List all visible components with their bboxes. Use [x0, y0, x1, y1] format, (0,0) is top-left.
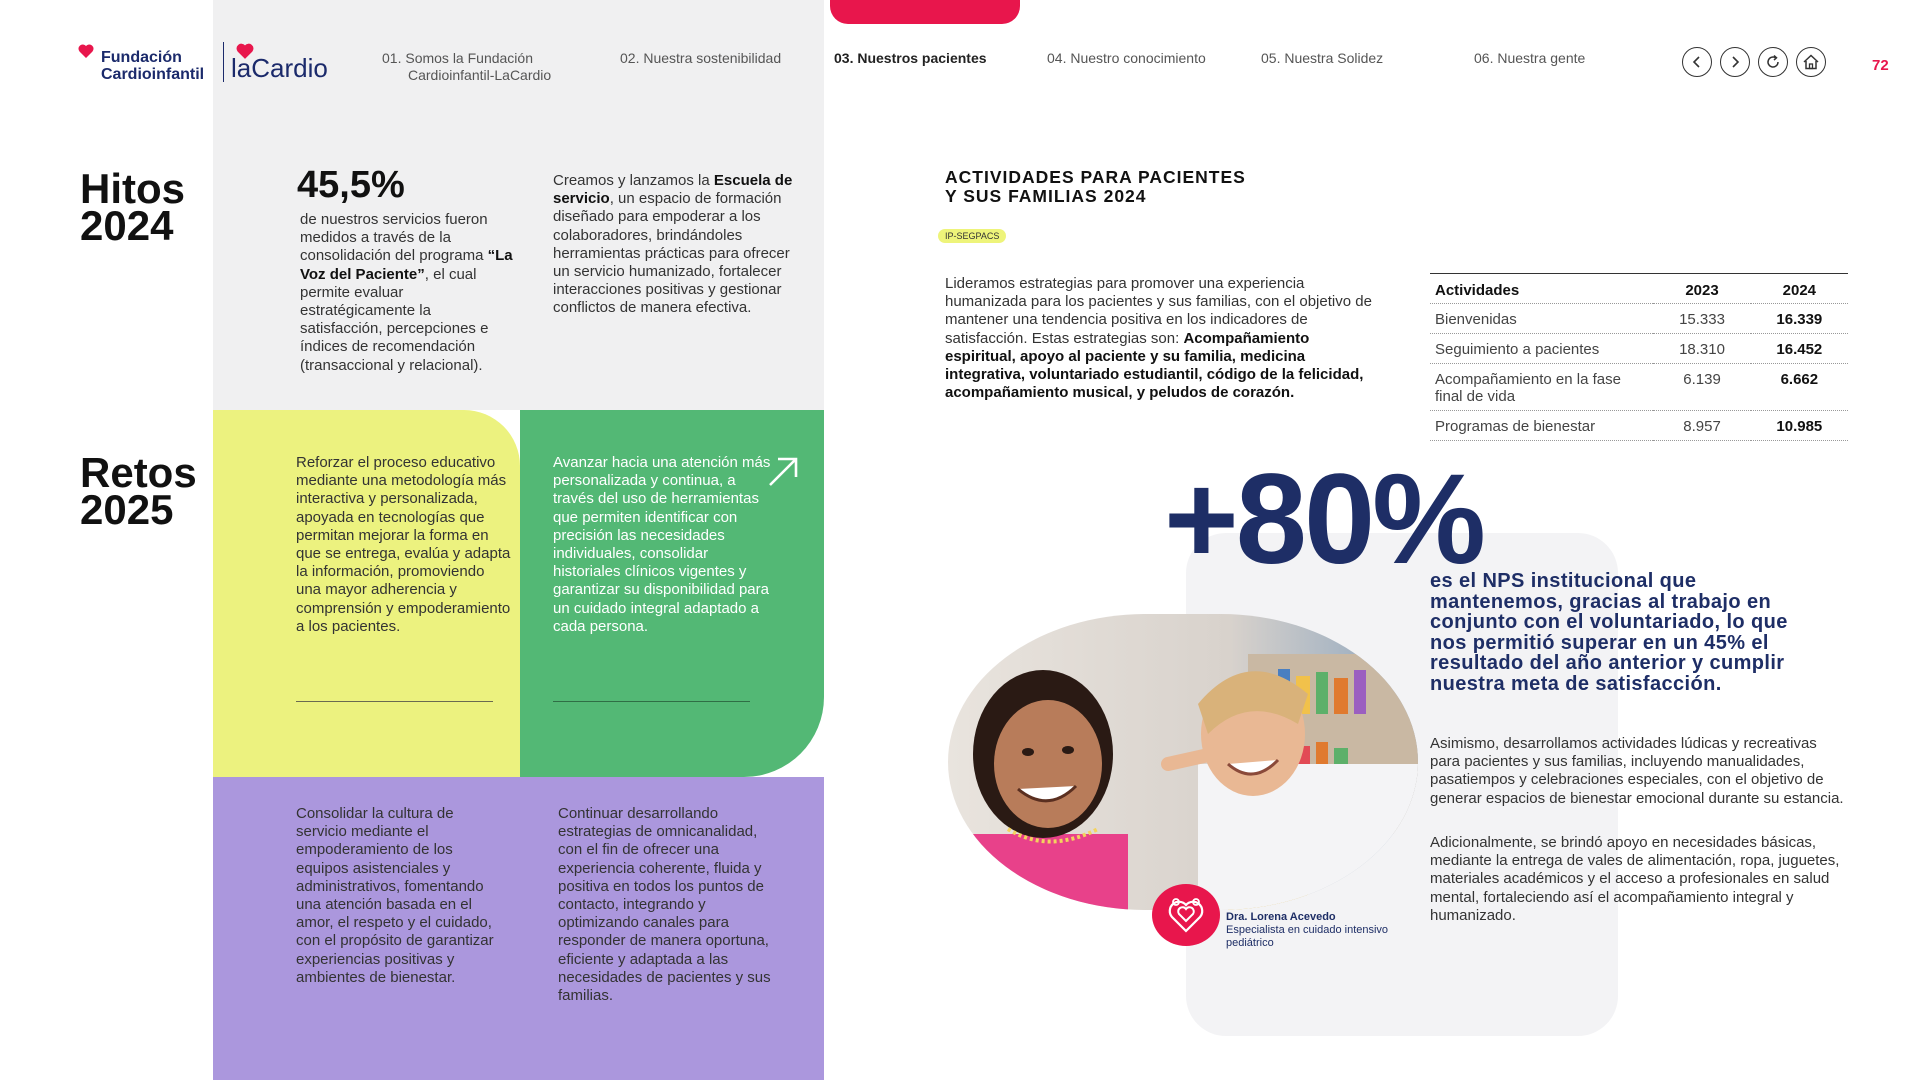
table-cell: 15.333	[1653, 304, 1750, 334]
heart-icon	[78, 44, 94, 58]
hitos-stat-value: 45,5%	[297, 164, 405, 206]
logo[interactable]	[78, 40, 328, 86]
table-header: Actividades	[1430, 274, 1653, 304]
indicator-code-badge: IP-SEGPACS	[938, 229, 1006, 243]
nav-item-gente[interactable]: 06. Nuestra gente	[1474, 50, 1586, 66]
basic-needs-paragraph: Adicionalmente, se brindó apoyo en necesidades básicas, mediante la entrega de vales de alimentación, ropa, juguetes, materiales académicos y el acceso a profesionales en salud mental, fortaleciendo así el acompañamiento integral y humanizado.	[1430, 834, 1840, 924]
table-cell: Programas de bienestar	[1430, 411, 1653, 441]
nav-item-solidez[interactable]: 05. Nuestra Solidez	[1261, 50, 1384, 66]
table-row	[1430, 411, 1848, 441]
nav-item-conocimiento[interactable]: 04. Nuestro conocimiento	[1047, 50, 1206, 66]
reto-text-4: Continuar desarrollando estrategias de omnicanalidad, con el fin de ofrecer una experiencia coherente, fluida y positiva en todos los puntos de contacto, integrando y optimizando canales para responder de manera oportuna, eficiente y adaptada a las necesidades de pacientes y sus familias.	[558, 805, 771, 1005]
patient-doctor-photo	[948, 614, 1418, 910]
reto-text-2: Avanzar hacia una atención más personalizada y continua, a través del uso de herramientas que permiten identificar con precisión las necesidades individuales, consolidar historiales clínicos vigentes y garantizar su disponibilidad para un cuidado integral adaptado a cada persona.	[553, 454, 771, 635]
recreational-activities-paragraph: Asimismo, desarrollamos actividades lúdicas y recreativas para pacientes y sus familias, incluyendo manualidades, pasatiempos y celebraciones especiales, con el objetivo de generar espacios de bienestar emocional durante su estancia.	[1430, 735, 1844, 807]
table-row	[1430, 304, 1848, 334]
table-row	[1430, 364, 1848, 411]
activities-intro: Lideramos estrategias para promover una experiencia humanizada para los pacientes y sus familias, con el objetivo de mantener una tendencia positiva en los indicadores de satisfacción. Estas estrategias son: Acompañamiento espiritual, apoyo al paciente y su familia, medicina integrativa, voluntariado estudiantil, código de la felicidad, acompañamiento musical, y peludos de corazón.	[945, 275, 1372, 402]
heart-family-badge	[1152, 884, 1220, 946]
logo-fundacion-text: Fundación Cardioinfantil	[101, 49, 205, 83]
nav-item-sostenibilidad[interactable]: 02. Nuestra sostenibilidad	[620, 50, 782, 66]
reto-divider-2	[553, 701, 750, 702]
table-cell: Bienvenidas	[1430, 304, 1653, 334]
page-number: 72	[1872, 57, 1889, 74]
nav-item-somos[interactable]: 01. Somos la Fundación Cardioinfantil-LaCardio	[382, 50, 552, 83]
chevron-right-icon	[1729, 56, 1741, 68]
retos-heading: Retos 2025	[80, 449, 197, 533]
nav-item-pacientes[interactable]: 03. Nuestros pacientes	[834, 50, 987, 66]
hitos-heading: Hitos 2024	[80, 165, 185, 249]
activities-title: ACTIVIDADES PARA PACIENTES Y SUS FAMILIAS 2024	[945, 167, 1246, 206]
table-header: 2024	[1751, 274, 1848, 304]
nps-description: es el NPS institucional que mantenemos, gracias al trabajo en conjunto con el voluntariado, lo que nos permitió superar en un 45% el resultado del año anterior y cumplir nuestra meta de satisfacción.	[1430, 570, 1788, 695]
heart-family-icon	[1164, 893, 1208, 937]
hitos-school-text: Creamos y lanzamos la Escuela de servicio, un espacio de formación diseñado para empoderar a los colaboradores, brindándoles herramientas prácticas para ofrecer un servicio humanizado, fortalecer interacciones positivas y gestionar conflictos de manera efectiva.	[553, 172, 793, 317]
table-cell: 16.452	[1751, 334, 1848, 364]
next-page-button[interactable]	[1720, 47, 1750, 77]
home-button[interactable]	[1796, 47, 1826, 77]
table-cell: Acompañamiento en la fase final de vida	[1430, 364, 1653, 411]
logo-divider	[223, 42, 224, 82]
table-cell: 18.310	[1653, 334, 1750, 364]
table-header-row	[1430, 274, 1848, 304]
previous-page-button[interactable]	[1682, 47, 1712, 77]
hitos-stat-description: de nuestros servicios fueron medidos a través de la consolidación del programa “La Voz del Paciente”, el cual permite evaluar estratégicamente la satisfacción, percepciones e índices de recomendación (transaccional y relacional).	[300, 211, 513, 374]
refresh-button[interactable]	[1758, 47, 1788, 77]
photo-illustration	[948, 614, 1418, 910]
table-row	[1430, 334, 1848, 364]
table-cell: 10.985	[1751, 411, 1848, 441]
activities-table	[1430, 273, 1848, 441]
reto-text-3: Consolidar la cultura de servicio mediante el empoderamiento de los equipos asistenciales y administrativos, fomentando una atención basada en el amor, el respeto y el cuidado, con el propósito de garantizar experiencias positivas y ambientes de bienestar.	[296, 805, 494, 986]
reto-text-1: Reforzar el proceso educativo mediante una metodología más interactiva y personalizada, apoyada en tecnologías que permitan mejorar la forma en que se entrega, evalúa y adapta la información, promoviendo una mayor adherencia y comprensión y empoderamiento a los pacientes.	[296, 454, 511, 635]
logo-lacardio-text: laCardio	[231, 53, 328, 83]
table-cell: 16.339	[1751, 304, 1848, 334]
table-cell: 8.957	[1653, 411, 1750, 441]
nps-stat-value: +80%	[1164, 448, 1483, 591]
refresh-icon	[1765, 54, 1781, 70]
home-icon	[1802, 53, 1820, 71]
table-cell: 6.139	[1653, 364, 1750, 411]
arrow-up-right-icon[interactable]	[766, 455, 800, 489]
table-header: 2023	[1653, 274, 1750, 304]
photo-caption: Dra. Lorena Acevedo Especialista en cuidado intensivo pediátrico	[1226, 911, 1389, 949]
chevron-left-icon	[1691, 56, 1703, 68]
reto-divider-1	[296, 701, 493, 702]
active-section-tab	[830, 0, 1020, 24]
table-cell: Seguimiento a pacientes	[1430, 334, 1653, 364]
table-cell: 6.662	[1751, 364, 1848, 411]
